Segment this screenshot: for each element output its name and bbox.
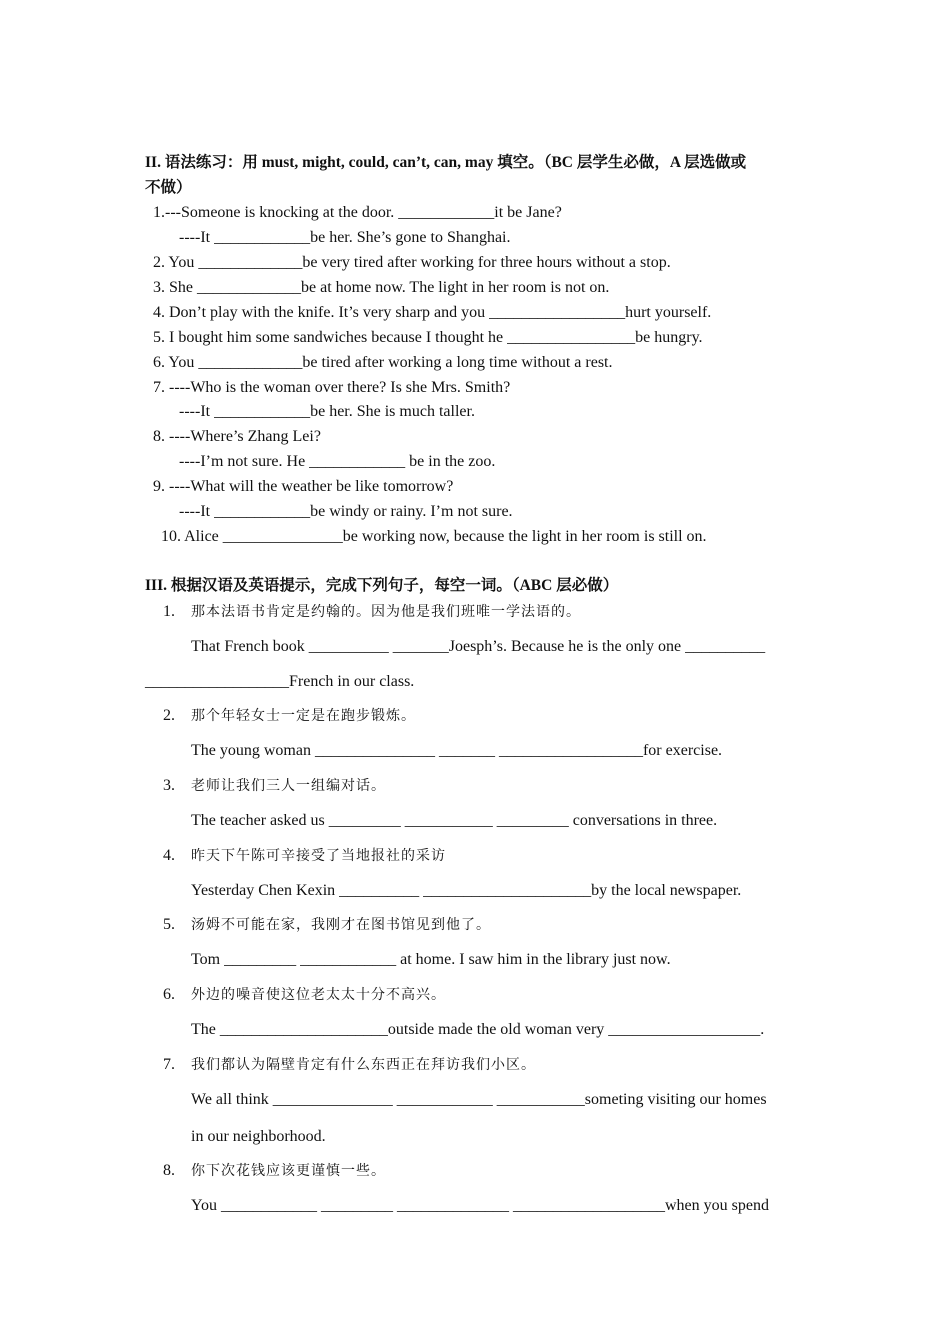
- exercise-line: 4. Don’t play with the knife. It’s very sharp and you _________________hurt yourself.: [153, 304, 712, 321]
- chinese-prompt: 汤姆不可能在家，我刚才在图书馆见到他了。: [191, 917, 491, 933]
- chinese-prompt: 那个年轻女士一定是在跑步锻炼。: [191, 708, 416, 724]
- chinese-prompt: 昨天下午陈可辛接受了当地报社的采访: [191, 848, 446, 864]
- item-number: 7.: [163, 1056, 175, 1073]
- exercise-line: 10. Alice _______________be working now, because the light in her room is still on.: [161, 528, 707, 545]
- exercise-line: 9. ----What will the weather be like tomorrow?: [153, 478, 454, 495]
- item-number: 1.: [163, 603, 175, 620]
- exercise-line: 1.---Someone is knocking at the door. ____________it be Jane?: [153, 204, 562, 221]
- english-sentence: That French book __________ _______Joesph’s. Because he is the only one __________: [191, 638, 766, 655]
- item-number: 8.: [163, 1162, 175, 1179]
- english-sentence: The teacher asked us _________ ___________ _________ conversations in three.: [191, 812, 718, 829]
- english-sentence: You ____________ _________ ______________ ___________________when you spend: [191, 1197, 769, 1214]
- section-3-heading: III. 根据汉语及英语提示，完成下列句子，每空一词。（ABC 层必做）: [145, 577, 619, 594]
- exercise-line: 7. ----Who is the woman over there? Is she Mrs. Smith?: [153, 379, 511, 396]
- chinese-prompt: 外边的噪音使这位老太太十分不高兴。: [191, 987, 446, 1003]
- exercise-line: ----It ____________be her. She’s gone to Shanghai.: [179, 229, 511, 246]
- exercise-line: 6. You _____________be tired after working a long time without a rest.: [153, 354, 613, 371]
- exercise-line: ----It ____________be her. She is much taller.: [179, 403, 475, 420]
- chinese-prompt: 那本法语书肯定是约翰的。因为他是我们班唯一学法语的。: [191, 604, 581, 620]
- english-sentence: The _____________________outside made the old woman very ___________________.: [191, 1021, 765, 1038]
- exercise-line: 5. I bought him some sandwiches because I thought he ________________be hungry.: [153, 329, 703, 346]
- section-2-heading: II. 语法练习：用 must, might, could, can’t, can, may 填空。（BC 层学生必做，A 层选做或: [145, 154, 747, 171]
- chinese-prompt: 你下次花钱应该更谨慎一些。: [191, 1163, 386, 1179]
- english-sentence: The young woman _______________ _______ __________________for exercise.: [191, 742, 723, 759]
- english-sentence: Tom _________ ____________ at home. I saw him in the library just now.: [191, 951, 671, 968]
- section-2-heading-cont: 不做）: [145, 179, 192, 196]
- chinese-prompt: 老师让我们三人一组编对话。: [191, 778, 386, 794]
- exercise-line: 2. You _____________be very tired after working for three hours without a stop.: [153, 254, 671, 271]
- english-sentence: We all think _______________ ____________ ___________someting visiting our homes: [191, 1091, 767, 1108]
- chinese-prompt: 我们都认为隔壁肯定有什么东西正在拜访我们小区。: [191, 1057, 536, 1073]
- item-number: 2.: [163, 707, 175, 724]
- item-number: 5.: [163, 916, 175, 933]
- english-sentence-cont: __________________French in our class.: [145, 673, 415, 690]
- exercise-line: 3. She _____________be at home now. The light in her room is not on.: [153, 279, 610, 296]
- item-number: 4.: [163, 847, 175, 864]
- item-number: 6.: [163, 986, 175, 1003]
- exercise-line: ----I’m not sure. He ____________ be in the zoo.: [179, 453, 496, 470]
- item-number: 3.: [163, 777, 175, 794]
- exercise-line: 8. ----Where’s Zhang Lei?: [153, 428, 321, 445]
- english-sentence: Yesterday Chen Kexin __________ _____________________by the local newspaper.: [191, 882, 742, 899]
- exercise-line: ----It ____________be windy or rainy. I’m not sure.: [179, 503, 513, 520]
- english-sentence-cont: in our neighborhood.: [191, 1128, 326, 1145]
